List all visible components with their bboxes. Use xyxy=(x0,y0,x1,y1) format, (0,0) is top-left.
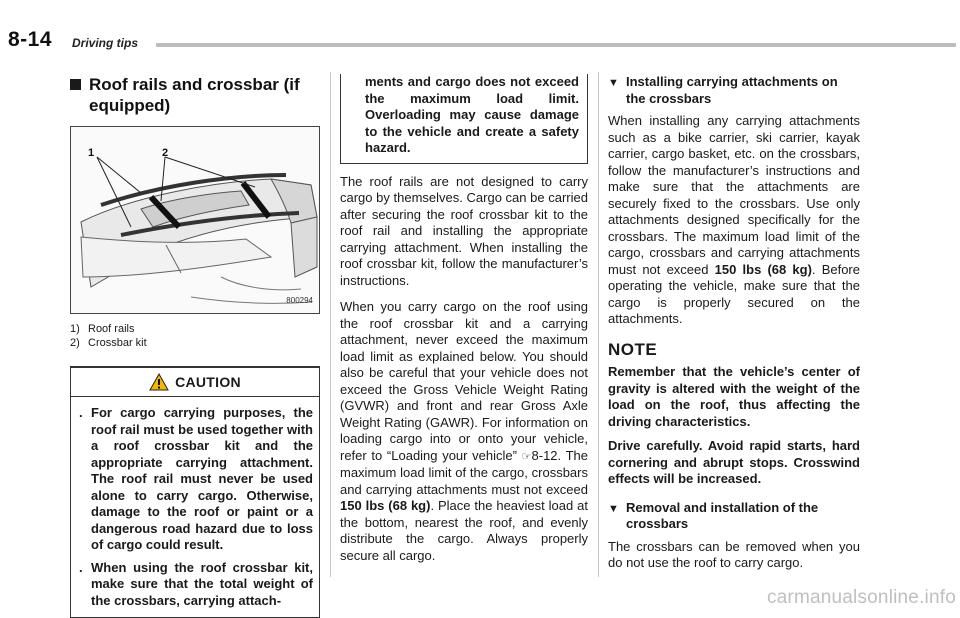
caution-bullet xyxy=(79,405,313,554)
figure-label-1: 1 xyxy=(88,147,95,159)
note-heading: NOTE xyxy=(608,339,658,359)
caution-continued: ments and cargo does not exceed the maximum load limit. Overloading may cause damage to the vehicle and create a safety hazard. xyxy=(340,74,588,164)
column-divider xyxy=(330,72,331,577)
caution-title: CAUTION xyxy=(175,373,241,390)
roof-rail-illustration xyxy=(71,127,319,313)
paragraph: The roof rails are not designed to carry cargo by themselves. Cargo can be carried after securing the roof crossbar kit to the roof rail and installing the appropriate carrying attachment. When installing the roof crossbar kit, follow the manufacturer’s instructions. xyxy=(340,173,588,288)
paragraph-text: . Before operating the vehicle, make sure that the cargo is properly secured on the attachments. xyxy=(608,261,860,326)
caution-header xyxy=(71,368,319,397)
note-paragraph: Remember that the vehicle’s center of gravity is altered with the weight of the load on the roof, thus affecting the driving characteristics. xyxy=(608,364,860,429)
caution-bullet-text: When using the roof crossbar kit, make sure that the total weight of the crossbars, carrying attach- xyxy=(91,559,313,608)
legend-text: Roof rails xyxy=(88,323,135,335)
header-rule xyxy=(156,43,956,47)
column-1 xyxy=(70,74,320,618)
page-reference-icon: ☞ xyxy=(521,450,532,463)
paragraph xyxy=(608,113,860,328)
paragraph-text: . Place the heaviest load at the bottom, nearest the roof, and evenly distribute the cargo. Always properly secure all cargo. xyxy=(340,498,588,563)
column-3 xyxy=(608,74,860,572)
figure-legend xyxy=(70,322,320,350)
page-number: 8-14 xyxy=(8,28,53,51)
figure-code: 800294 xyxy=(286,295,313,305)
legend-text: Crossbar kit xyxy=(88,337,147,349)
subheading-text: Removal and installation of the crossbars xyxy=(626,499,819,531)
column-2 xyxy=(340,74,588,564)
paragraph-text: When installing any carrying attachments such as a bike carrier, ski carrier, kayak carrier, cargo basket, etc. on the crossbars, follow the manufacturer’s instructions and make sure that the attachments are securely fixed to the crossbars. Use only attachments designed specifically for the crossbars. The maximum load limit of the cargo, crossbars and carrying attachments must not exceed xyxy=(608,113,860,277)
watermark: carmanualsonline.info xyxy=(766,587,956,608)
section-title: Driving tips xyxy=(72,36,139,50)
paragraph: The crossbars can be removed when you do not use the roof to carry cargo. xyxy=(608,538,860,570)
bullet-marker: . xyxy=(79,559,83,575)
caution-bullet-text: For cargo carrying purposes, the roof rail must be used together with a roof crossbar kit and the appropriate carrying attachment. The roof rail must never be used alone to carry cargo. Otherwise, damage to the roof or paint or a dangerous road hazard due to loss of cargo could result. xyxy=(91,405,313,552)
bullet-marker: . xyxy=(79,405,83,420)
triangle-bullet-icon: ▼ xyxy=(608,502,619,515)
section-heading-text: Roof rails and crossbar (if equipped) xyxy=(89,75,300,115)
legend-number: 2) xyxy=(70,337,80,349)
page-header xyxy=(8,28,958,52)
load-limit-value: 150 lbs (68 kg) xyxy=(714,261,812,277)
caution-box xyxy=(70,366,320,618)
legend-item xyxy=(70,322,320,336)
paragraph-text: When you carry cargo on the roof using the roof crossbar kit and a carrying attachment, never exceed the maximum load limit as explained below. You should also be careful that your vehicle does not exceed the Gross Vehicle Weight Rating (GVWR) and front and rear Gross Axle Weight Rating (GAWR). For information on loading cargo into or onto your vehicle, refer to “Loading your vehicle” xyxy=(340,299,588,463)
page-reference: 8-12 xyxy=(531,447,558,463)
section-heading xyxy=(70,74,320,116)
roof-rail-figure xyxy=(70,126,320,314)
load-limit-value: 150 lbs (68 kg) xyxy=(340,498,431,513)
subheading-text: Installing carrying attachments on the crossbars xyxy=(626,74,838,106)
triangle-bullet-icon: ▼ xyxy=(608,77,619,89)
warning-triangle-icon xyxy=(149,373,169,391)
column-divider xyxy=(598,72,599,577)
legend-item xyxy=(70,336,320,350)
legend-number: 1) xyxy=(70,323,80,335)
caution-bullet xyxy=(79,560,313,610)
figure-label-2: 2 xyxy=(162,147,169,159)
paragraph-text: . The maximum load limit of the cargo, crossbars and carrying attachments must not exceed xyxy=(340,447,588,497)
paragraph xyxy=(340,299,588,564)
caution-body xyxy=(71,397,319,617)
note-paragraph: Drive carefully. Avoid rapid starts, hard cornering and abrupt stops. Crosswind effects will be increased. xyxy=(608,438,860,486)
subheading xyxy=(608,74,860,107)
subheading xyxy=(608,500,860,533)
square-bullet-icon xyxy=(70,79,81,90)
